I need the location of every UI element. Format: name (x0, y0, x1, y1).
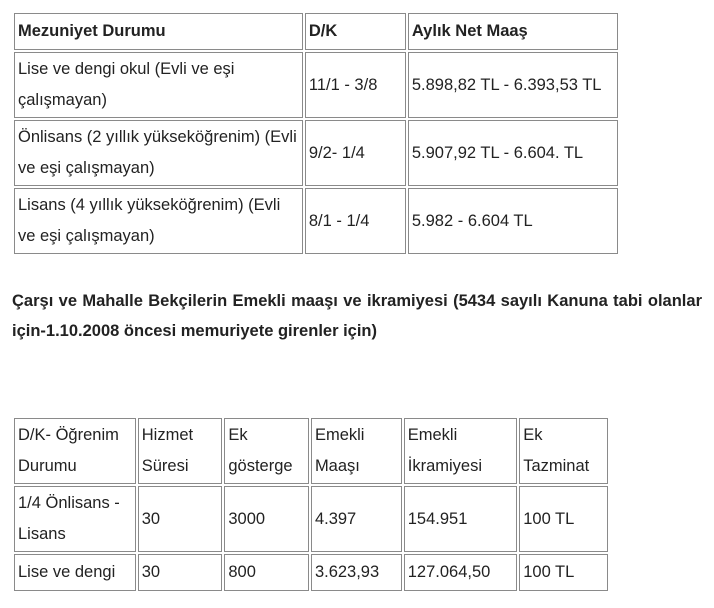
table-row (14, 486, 608, 552)
cell-extra-indicator: 800 (224, 554, 309, 591)
cell-graduation: Lisans (4 yıllık yükseköğrenim) (Evli ve eşi çalışmayan) (14, 188, 303, 254)
header-cell-education: D/K- Öğrenim Durumu (14, 418, 136, 484)
header-cell-extra-indicator: Ek gösterge (224, 418, 309, 484)
cell-retirement-bonus: 154.951 (404, 486, 517, 552)
cell-service-years: 30 (138, 486, 223, 552)
cell-extra-compensation: 100 TL (519, 486, 608, 552)
table-header-row (14, 13, 618, 50)
table-row (14, 52, 618, 118)
cell-graduation: Lise ve dengi okul (Evli ve eşi çalışmayan) (14, 52, 303, 118)
table-row (14, 554, 608, 591)
cell-education: 1/4 Önlisans - Lisans (14, 486, 136, 552)
cell-education: Lise ve dengi (14, 554, 136, 591)
cell-extra-compensation: 100 TL (519, 554, 608, 591)
header-cell-pension: Emekli Maaşı (311, 418, 402, 484)
cell-net-salary: 5.982 - 6.604 TL (408, 188, 618, 254)
header-cell-dk: D/K (305, 13, 406, 50)
cell-dk: 8/1 - 1/4 (305, 188, 406, 254)
cell-net-salary: 5.907,92 TL - 6.604. TL (408, 120, 618, 186)
retirement-table (12, 416, 610, 593)
cell-service-years: 30 (138, 554, 223, 591)
cell-pension: 3.623,93 (311, 554, 402, 591)
header-cell-extra-compensation: Ek Tazminat (519, 418, 608, 484)
table-row (14, 120, 618, 186)
header-cell-net-salary: Aylık Net Maaş (408, 13, 618, 50)
cell-dk: 9/2- 1/4 (305, 120, 406, 186)
cell-extra-indicator: 3000 (224, 486, 309, 552)
cell-dk: 11/1 - 3/8 (305, 52, 406, 118)
salary-table (12, 11, 620, 256)
table-row (14, 188, 618, 254)
cell-retirement-bonus: 127.064,50 (404, 554, 517, 591)
header-cell-graduation: Mezuniyet Durumu (14, 13, 303, 50)
table-header-row (14, 418, 608, 484)
section-heading: Çarşı ve Mahalle Bekçilerin Emekli maaşı ve ikramiyesi (5434 sayılı Kanuna tabi olanlar için-1.10.2008 öncesi memuriyete girenler için) (12, 292, 702, 340)
cell-graduation: Önlisans (2 yıllık yükseköğrenim) (Evli ve eşi çalışmayan) (14, 120, 303, 186)
header-cell-retirement-bonus: Emekli İkramiyesi (404, 418, 517, 484)
cell-pension: 4.397 (311, 486, 402, 552)
header-cell-service-years: Hizmet Süresi (138, 418, 223, 484)
cell-net-salary: 5.898,82 TL - 6.393,53 TL (408, 52, 618, 118)
